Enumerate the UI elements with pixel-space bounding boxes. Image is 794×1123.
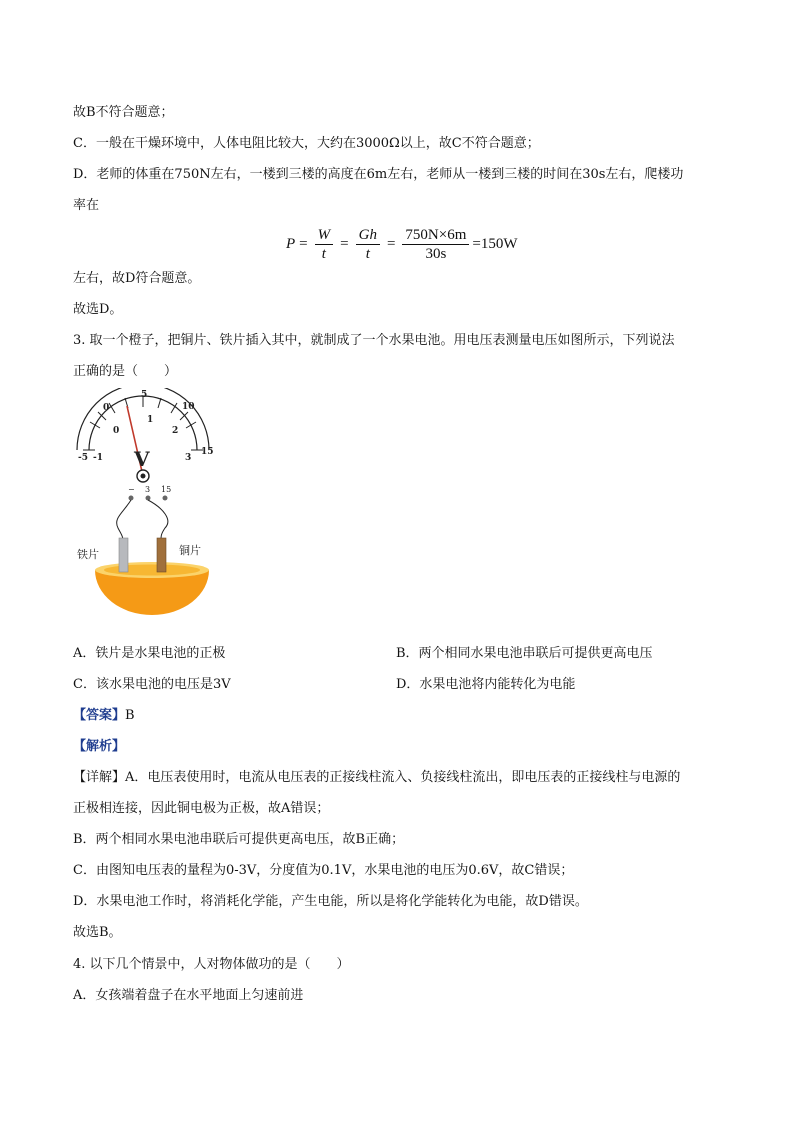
iron-plate-label: 铁片 xyxy=(77,548,99,561)
analysis-line: D．水果电池工作时，将消耗化学能，产生电能，所以是将化学能转化为电能，故D错误。 xyxy=(73,894,588,909)
fraction-numerator: 750N×6m xyxy=(402,226,469,245)
analysis-line: C．由图知电压表的量程为0-3V，分度值为0.1V，水果电池的电压为0.6V，故C错误； xyxy=(73,863,574,878)
formula-p: P xyxy=(286,235,296,252)
options-row xyxy=(73,675,723,695)
copper-plate-label: 铜片 xyxy=(179,544,201,557)
answer-value: B xyxy=(125,708,135,723)
fraction-denominator: t xyxy=(365,245,370,262)
analysis-label: 【解析】 xyxy=(73,739,126,754)
analysis-line: 故选B。 xyxy=(73,925,122,940)
text-line: D．老师的体重在750N左右，一楼到三楼的高度在6m左右，老师从一楼到三楼的时间在30s左右，爬楼功 xyxy=(73,167,684,182)
meter-symbol: V xyxy=(134,447,150,471)
answer-line xyxy=(73,706,135,726)
question-3-stem: 3. 取一个橙子，把铜片、铁片插入其中，就制成了一个水果电池。用电压表测量电压如图所示，下列说法 xyxy=(73,333,675,348)
answer-label: 【答案】 xyxy=(73,708,126,723)
fruit-battery-figure xyxy=(73,388,213,628)
fraction-values xyxy=(402,226,469,263)
text-line: 左右，故D符合题意。 xyxy=(73,271,201,286)
scale-label: -1 xyxy=(93,453,103,463)
analysis-line: B．两个相同水果电池串联后可提供更高电压，故B正确； xyxy=(73,832,405,847)
text-line: C．一般在干燥环境中，人体电阻比较大，大约在3000Ω以上，故C不符合题意； xyxy=(73,136,540,151)
terminal-label: 15 xyxy=(161,485,172,494)
fraction-denominator: 30s xyxy=(425,245,447,262)
terminal-label: 3 xyxy=(145,485,151,494)
formula-result: =150W xyxy=(472,235,518,252)
power-formula xyxy=(286,222,518,266)
fraction-numerator: Gh xyxy=(356,226,380,245)
fraction-w-t xyxy=(315,226,334,263)
analysis-line xyxy=(73,768,680,788)
analysis-label-line xyxy=(73,737,125,757)
formula-eq: = xyxy=(386,235,396,252)
text-line: 故选D。 xyxy=(73,302,123,317)
scale-label: -5 xyxy=(78,453,88,463)
analysis-text: A．电压表使用时，电流从电压表的正接线柱流入、负接线柱流出，即电压表的正接线柱与电源的 xyxy=(125,770,681,785)
fraction-gh-t xyxy=(356,226,380,263)
formula-eq: = xyxy=(340,235,349,252)
scale-label: 1 xyxy=(147,415,154,425)
scale-label: 5 xyxy=(141,390,148,400)
scale-label: 2 xyxy=(172,426,179,436)
option-a: A．铁片是水果电池的正极 xyxy=(73,646,226,661)
scale-label: 15 xyxy=(201,447,213,457)
text-line: 率在 xyxy=(73,198,100,213)
scale-label: 0 xyxy=(113,426,120,436)
formula-eq: = xyxy=(299,235,308,252)
scale-label: 10 xyxy=(182,402,195,412)
option-c: C．该水果电池的电压是3V xyxy=(73,677,231,692)
option-b: B．两个相同水果电池串联后可提供更高电压 xyxy=(396,646,653,661)
detail-label: 【详解】 xyxy=(73,770,126,785)
fraction-denominator: t xyxy=(321,245,326,262)
question-4-stem: 4. 以下几个情景中，人对物体做功的是（ ） xyxy=(73,957,350,972)
analysis-line: 正极相连接，因此铜电极为正极，故A错误； xyxy=(73,801,330,816)
options-row xyxy=(73,644,723,664)
text-line: 故B不符合题意； xyxy=(73,105,174,120)
voltmeter-orange-illustration xyxy=(73,388,213,628)
terminal-label: − xyxy=(128,485,135,494)
scale-label: 0 xyxy=(103,403,110,413)
fraction-numerator: W xyxy=(315,226,334,245)
question-3-stem: 正确的是（ ） xyxy=(73,364,178,379)
option-d: D．水果电池将内能转化为电能 xyxy=(396,677,576,692)
scale-label: 3 xyxy=(185,453,192,463)
question-4-option-a: A．女孩端着盘子在水平地面上匀速前进 xyxy=(73,988,304,1003)
